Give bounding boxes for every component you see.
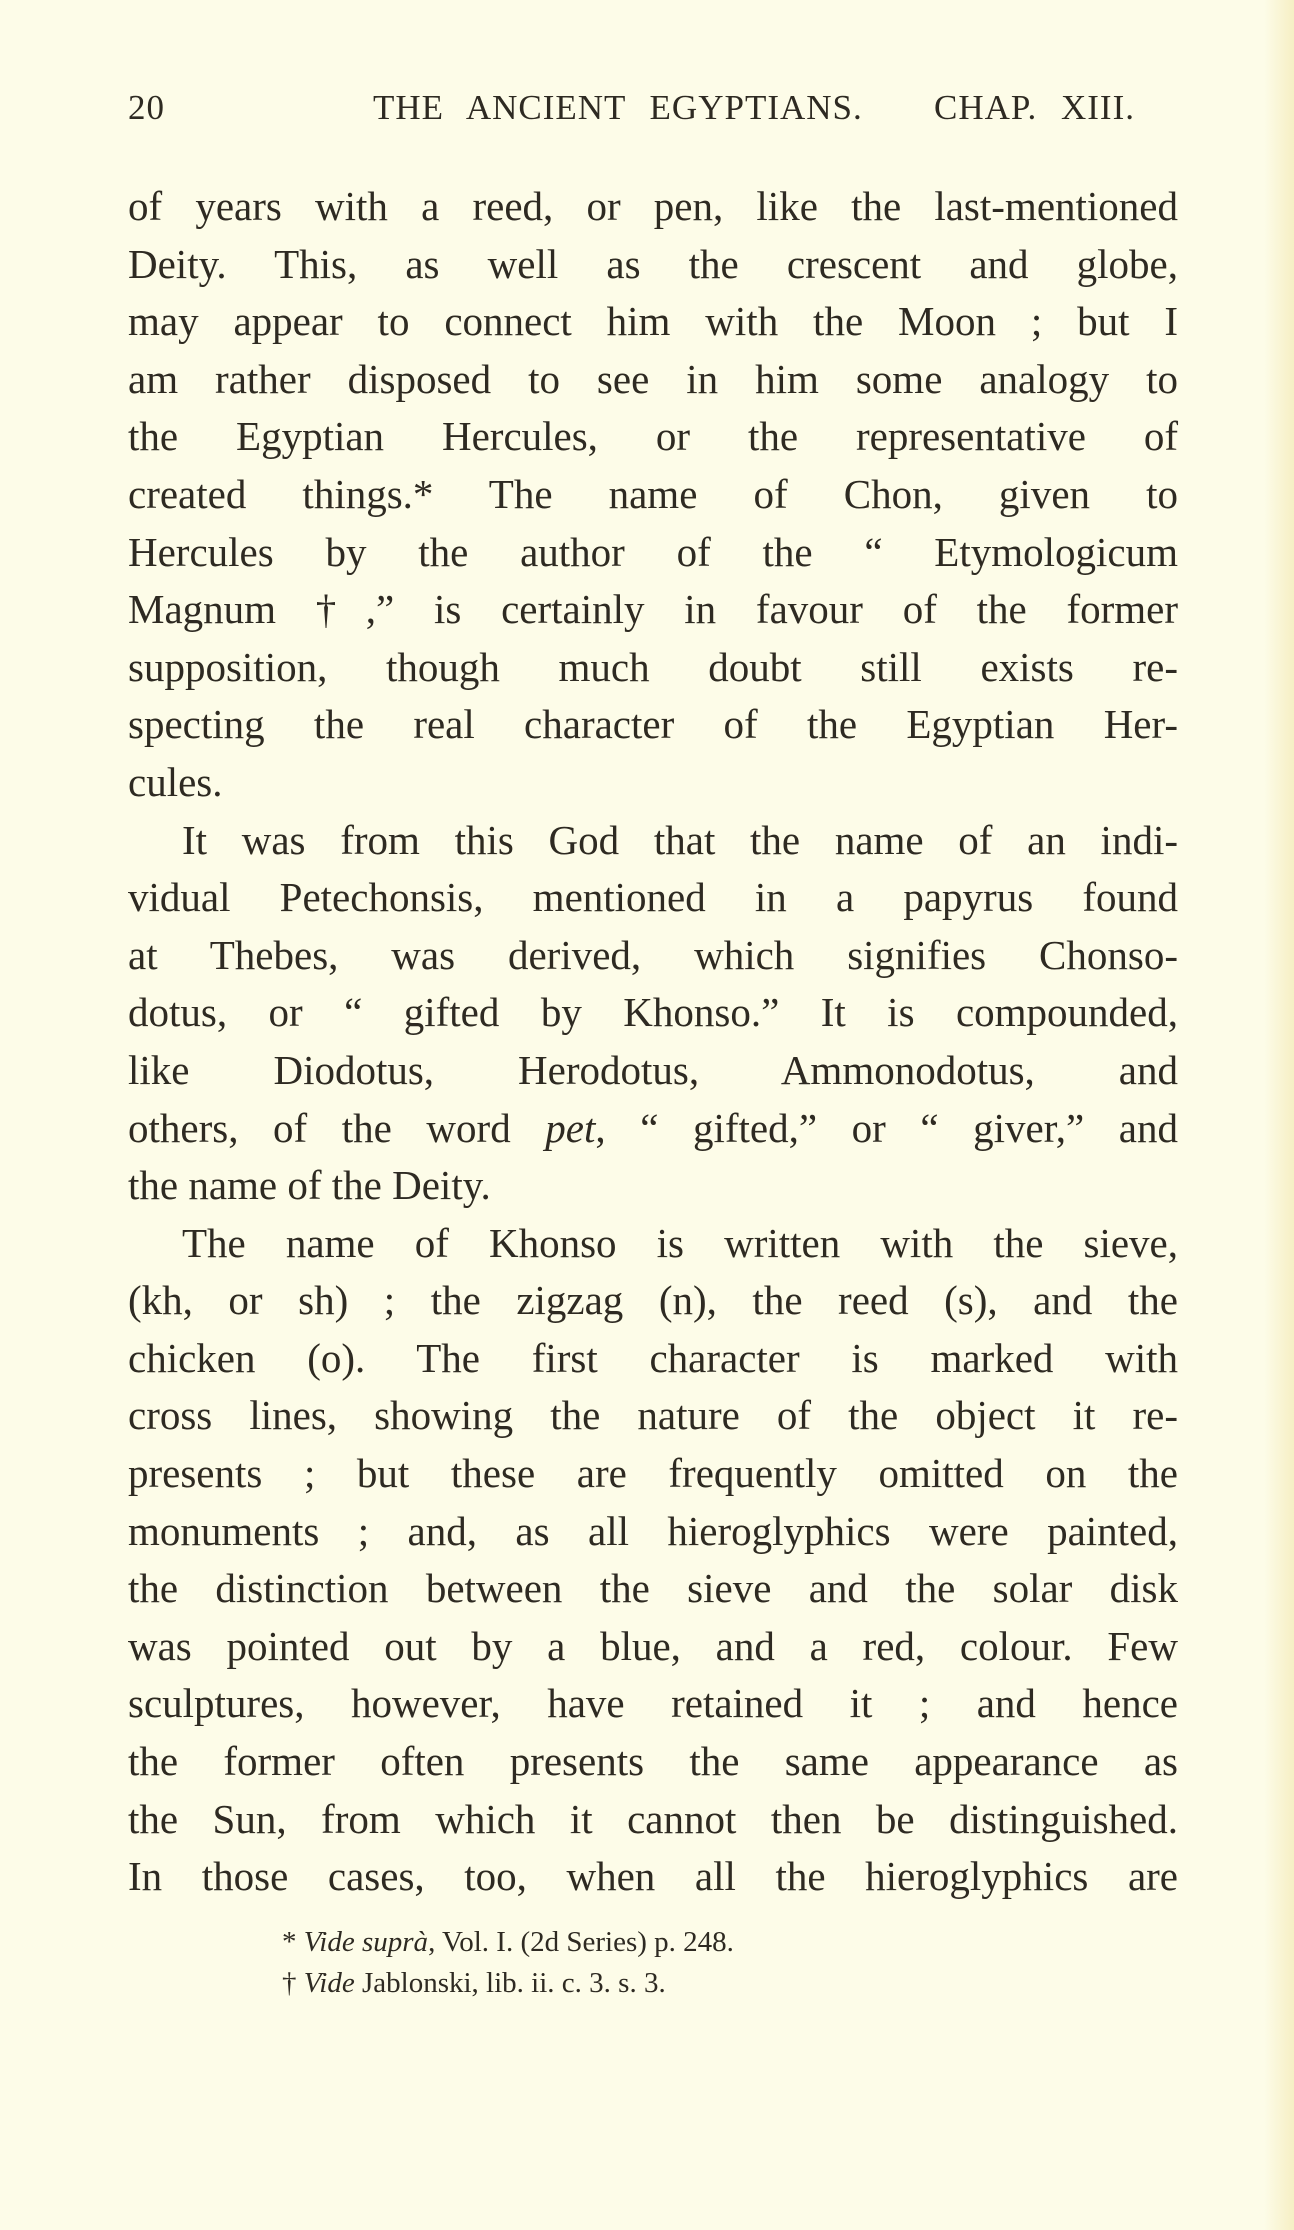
- line-text: am rather disposed to see in him some analogy to: [128, 355, 1178, 402]
- text-line: [128, 581, 1178, 639]
- text-line: [128, 1675, 1178, 1733]
- text-line: [128, 927, 1178, 985]
- line-text: vidual Petechonsis, mentioned in a papyrus found: [128, 874, 1178, 921]
- italic-word: pet: [545, 1104, 596, 1151]
- text-line: [128, 754, 1178, 812]
- text-line: [128, 408, 1178, 466]
- line-text: In those cases, too, when all the hieroglyphics are: [128, 1853, 1178, 1900]
- running-title: [373, 88, 1135, 128]
- line-text: the Egyptian Hercules, or the representative of: [128, 413, 1178, 460]
- text-line: [128, 1330, 1178, 1388]
- text-line: [128, 1215, 1178, 1273]
- line-text: the former often presents the same appearance as: [128, 1738, 1178, 1785]
- line-text: cules.: [128, 758, 223, 805]
- footnote-mark: †: [282, 1967, 297, 1999]
- text-line: [128, 1848, 1178, 1906]
- line-text: The name of Khonso is written with the sieve,: [182, 1219, 1178, 1266]
- body-text: [128, 178, 1178, 1906]
- text-line: [128, 351, 1178, 409]
- line-text: of years with a reed, or pen, like the last-mentioned: [128, 183, 1178, 229]
- text-line: [128, 1272, 1178, 1330]
- chapter-label: CHAP. XIII.: [934, 88, 1135, 127]
- text-line: [128, 178, 1178, 236]
- line-text: like Diodotus, Herodotus, Ammonodotus, and: [128, 1046, 1178, 1093]
- line-text: presents ; but these are frequently omitted on the: [128, 1450, 1178, 1497]
- text-line: [128, 1733, 1178, 1791]
- text-line: [128, 1791, 1178, 1849]
- line-text: the distinction between the sieve and the solar disk: [128, 1565, 1178, 1612]
- footnote-text: , Vol. I. (2d Series) p. 248.: [428, 1926, 734, 1958]
- text-line: [128, 639, 1178, 697]
- footnote-italic: Vide suprà: [303, 1926, 429, 1958]
- text-line: [128, 466, 1178, 524]
- line-text: monuments ; and, as all hieroglyphics were painted,: [128, 1507, 1178, 1554]
- text-line: [128, 869, 1178, 927]
- line-text: chicken (o). The first character is marked with: [128, 1334, 1178, 1381]
- line-text: at Thebes, was derived, which signifies Chonso-: [128, 931, 1178, 978]
- line-text: the name of the Deity.: [128, 1162, 491, 1209]
- text-line: [128, 1618, 1178, 1676]
- line-text: others, of the word pet, “ gifted,” or “ giver,” and: [128, 1104, 1178, 1151]
- line-text: the Sun, from which it cannot then be distinguished.: [128, 1795, 1178, 1842]
- text-line: [128, 293, 1178, 351]
- line-text: cross lines, showing the nature of the object it re-: [128, 1392, 1178, 1439]
- text-line: [128, 1387, 1178, 1445]
- line-text: was pointed out by a blue, and a red, colour. Few: [128, 1622, 1178, 1669]
- line-text: specting the real character of the Egyptian Her-: [128, 701, 1178, 748]
- page-header: [128, 88, 1180, 138]
- line-text: It was from this God that the name of an indi-: [182, 816, 1178, 863]
- text-line: [128, 236, 1178, 294]
- line-text: supposition, though much doubt still exists re-: [128, 643, 1178, 690]
- line-text: Deity. This, as well as the crescent and globe,: [128, 240, 1178, 287]
- text-line: [128, 1503, 1178, 1561]
- footnotes: [282, 1922, 734, 2004]
- text-line: [128, 696, 1178, 754]
- text-line: [128, 984, 1178, 1042]
- text-line: [128, 812, 1178, 870]
- text-line: [128, 1100, 1178, 1158]
- line-text: Magnum †,” is certainly in favour of the former: [128, 586, 1178, 633]
- footnote: [282, 1922, 734, 1963]
- page-number: 20: [128, 88, 165, 127]
- text-line: [128, 1042, 1178, 1100]
- line-text: dotus, or “ gifted by Khonso.” It is compounded,: [128, 989, 1178, 1036]
- footnote: [282, 1963, 734, 2004]
- footnote-text: Jablonski, lib. ii. c. 3. s. 3.: [354, 1967, 666, 1999]
- book-title: THE ANCIENT EGYPTIANS.: [373, 88, 863, 127]
- page-edge-shading: [1264, 0, 1294, 2230]
- text-line: [128, 1560, 1178, 1618]
- text-line: [128, 1157, 1178, 1215]
- line-text: sculptures, however, have retained it ; and hence: [128, 1680, 1178, 1727]
- line-text: Hercules by the author of the “ Etymologicum: [128, 528, 1178, 575]
- text-line: [128, 524, 1178, 582]
- text-line: [128, 1445, 1178, 1503]
- footnote-mark: *: [282, 1926, 297, 1958]
- line-text: created things.* The name of Chon, given to: [128, 470, 1178, 517]
- footnote-italic: Vide: [303, 1967, 355, 1999]
- line-text: may appear to connect him with the Moon ; but I: [128, 298, 1178, 345]
- line-text: (kh, or sh) ; the zigzag (n), the reed (s), and the: [128, 1277, 1178, 1324]
